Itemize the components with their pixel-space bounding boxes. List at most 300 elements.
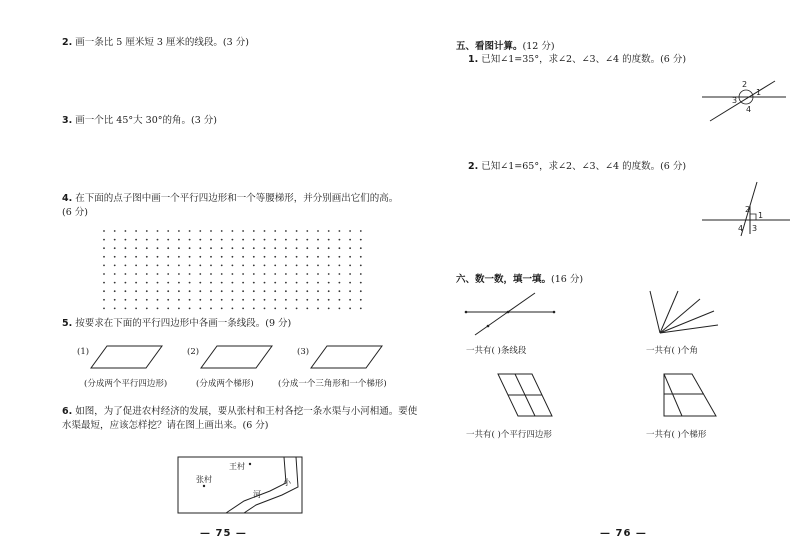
grid-dot (317, 247, 319, 249)
grid-dot (189, 282, 191, 284)
section-6-title: 六、数一数，填一填。(16 分) (456, 274, 584, 285)
grid-dot (232, 290, 234, 292)
grid-dot (157, 299, 159, 301)
grid-dot (103, 230, 105, 232)
grid-dot (146, 247, 148, 249)
page-number-75: — 75 — (200, 528, 247, 539)
grid-dot (146, 308, 148, 310)
grid-dot (232, 308, 234, 310)
grid-dot (328, 273, 330, 275)
river-label-he: 河 (253, 490, 261, 499)
grid-dot (328, 308, 330, 310)
grid-dot (253, 308, 255, 310)
grid-dot (360, 299, 362, 301)
grid-dot (264, 265, 266, 267)
grid-dot (296, 282, 298, 284)
grid-dot (135, 230, 137, 232)
fig2-label-2: 2 (745, 205, 751, 214)
grid-dot (178, 256, 180, 258)
village-river-map (0, 455, 400, 515)
grid-dot (157, 256, 159, 258)
count-figures-bottom (400, 372, 800, 422)
q5-item3-caption: (分成一个三角形和一个梯形) (278, 379, 387, 389)
grid-dot (296, 230, 298, 232)
grid-dot (339, 256, 341, 258)
grid-dot (189, 265, 191, 267)
grid-dot (199, 308, 201, 310)
grid-dot (242, 299, 244, 301)
grid-dot (125, 290, 127, 292)
grid-dot (264, 239, 266, 241)
grid-dot (274, 282, 276, 284)
grid-dot (146, 299, 148, 301)
grid-dot (349, 308, 351, 310)
grid-dot (210, 290, 212, 292)
grid-dot (296, 239, 298, 241)
grid-dot (221, 256, 223, 258)
segment-point-d (487, 325, 490, 328)
grid-dot (167, 247, 169, 249)
grid-dot (306, 290, 308, 292)
grid-dot (317, 265, 319, 267)
grid-dot (306, 247, 308, 249)
grid-dot (125, 256, 127, 258)
grid-dot (360, 273, 362, 275)
grid-dot (264, 247, 266, 249)
grid-dot (328, 265, 330, 267)
grid-dot (189, 299, 191, 301)
grid-dot (189, 256, 191, 258)
grid-dot (167, 308, 169, 310)
grid-dot (296, 265, 298, 267)
grid-dot (157, 239, 159, 241)
grid-dot (242, 308, 244, 310)
grid-dot (167, 290, 169, 292)
grid-dot (178, 282, 180, 284)
grid-dot (125, 247, 127, 249)
grid-dot (199, 239, 201, 241)
grid-dot (232, 273, 234, 275)
grid-dot (221, 239, 223, 241)
grid-dot (103, 256, 105, 258)
grid-dot (103, 265, 105, 267)
grid-dot (253, 247, 255, 249)
grid-dot (296, 299, 298, 301)
grid-dot (167, 265, 169, 267)
grid-dot (242, 247, 244, 249)
grid-dot (349, 265, 351, 267)
grid-dot (242, 265, 244, 267)
grid-dot (242, 273, 244, 275)
grid-dot (242, 239, 244, 241)
grid-dot (178, 230, 180, 232)
caption-count-angles: 一共有( )个角 (646, 346, 698, 356)
q5-item2-label: (2) (187, 347, 200, 357)
grid-dot (103, 308, 105, 310)
grid-dot (339, 299, 341, 301)
fig2-right-angle-mark (750, 214, 756, 220)
grid-dot (296, 273, 298, 275)
grid-dot (114, 273, 116, 275)
grid-dot (306, 265, 308, 267)
grid-dot (317, 256, 319, 258)
grid-dot (146, 256, 148, 258)
grid-dot (135, 290, 137, 292)
section5-question-1: 1. 已知∠1=35°，求∠2、∠3、∠4 的度数。(6 分) (468, 54, 687, 65)
fig1-label-2: 2 (742, 80, 748, 89)
grid-dot (157, 308, 159, 310)
grid-dot (232, 247, 234, 249)
river-label-xiao: 小 (283, 478, 291, 487)
grid-dot (360, 256, 362, 258)
grid-dot (264, 308, 266, 310)
grid-dot (339, 290, 341, 292)
grid-dot (114, 290, 116, 292)
grid-dot (146, 282, 148, 284)
grid-dot (317, 308, 319, 310)
village-wang-label: 王村 (229, 462, 245, 471)
grid-dot (189, 273, 191, 275)
grid-dot (178, 290, 180, 292)
grid-dot (349, 282, 351, 284)
grid-dot (306, 299, 308, 301)
grid-dot (189, 290, 191, 292)
fig1-label-3: 3 (732, 96, 738, 105)
grid-dot (210, 239, 212, 241)
grid-dot (114, 299, 116, 301)
grid-dot (339, 247, 341, 249)
grid-dot (339, 230, 341, 232)
grid-dot (296, 308, 298, 310)
grid-dot (285, 239, 287, 241)
grid-dot (328, 239, 330, 241)
grid-dot (232, 239, 234, 241)
grid-dot (189, 247, 191, 249)
q5-item2-caption: (分成两个梯形) (196, 379, 254, 389)
grid-dot (210, 256, 212, 258)
grid-dot (306, 273, 308, 275)
grid-dot (349, 256, 351, 258)
q5-item3-label: (3) (297, 347, 310, 357)
grid-dot (306, 239, 308, 241)
fig2-label-1: 1 (758, 211, 764, 220)
grid-dot (210, 273, 212, 275)
grid-dot (274, 308, 276, 310)
grid-dot (242, 256, 244, 258)
grid-dot (253, 265, 255, 267)
grid-dot (210, 299, 212, 301)
grid-dot (135, 282, 137, 284)
grid-dot (349, 230, 351, 232)
grid-dot (264, 273, 266, 275)
trapezoid-figure (664, 374, 716, 416)
grid-dot (114, 256, 116, 258)
grid-dot (125, 265, 127, 267)
angle-rays (650, 291, 718, 333)
grid-dot (157, 230, 159, 232)
village-zhang-dot (203, 485, 205, 487)
grid-dot (167, 299, 169, 301)
grid-dot (157, 282, 159, 284)
grid-dot (253, 273, 255, 275)
grid-dot (264, 230, 266, 232)
grid-dot (306, 282, 308, 284)
grid-dot (285, 230, 287, 232)
grid-dot (253, 290, 255, 292)
grid-dot (349, 299, 351, 301)
grid-dot (210, 247, 212, 249)
question-5: 5. 按要求在下面的平行四边形中各画一条线段。(9 分) (62, 318, 292, 329)
grid-dot (232, 282, 234, 284)
grid-dot (125, 308, 127, 310)
grid-dot (178, 247, 180, 249)
grid-dot (274, 247, 276, 249)
grid-dot (328, 230, 330, 232)
grid-dot (232, 256, 234, 258)
grid-dot (285, 247, 287, 249)
grid-dot (178, 265, 180, 267)
grid-dot (199, 256, 201, 258)
grid-dot (242, 230, 244, 232)
grid-dot (135, 265, 137, 267)
grid-dot (135, 239, 137, 241)
grid-dot (306, 230, 308, 232)
grid-dot (264, 256, 266, 258)
grid-dot (125, 299, 127, 301)
right-page (400, 0, 800, 555)
grid-dot (274, 256, 276, 258)
q5-parallelograms (0, 342, 400, 382)
grid-dot (317, 230, 319, 232)
grid-dot (210, 308, 212, 310)
grid-dot (360, 282, 362, 284)
angle-figure-1 (400, 75, 800, 135)
grid-dot (114, 282, 116, 284)
grid-dot (135, 273, 137, 275)
grid-dot (253, 299, 255, 301)
grid-dot (285, 290, 287, 292)
grid-dot (274, 299, 276, 301)
grid-dot (328, 290, 330, 292)
grid-dot (339, 265, 341, 267)
angle-ray-1 (650, 291, 660, 333)
grid-dot (360, 239, 362, 241)
fig2-label-4: 4 (738, 224, 744, 233)
grid-dot (349, 273, 351, 275)
grid-dot (178, 239, 180, 241)
grid-dot (328, 256, 330, 258)
grid-dot (157, 290, 159, 292)
grid-dot (103, 273, 105, 275)
grid-dot (199, 265, 201, 267)
segment-point-b (507, 311, 510, 314)
grid-dot (232, 299, 234, 301)
grid-dot (296, 256, 298, 258)
grid-dot (317, 282, 319, 284)
grid-dot (360, 265, 362, 267)
trapezoid-outline (664, 374, 716, 416)
grid-dot (210, 282, 212, 284)
grid-dot (221, 282, 223, 284)
grid-dot (274, 230, 276, 232)
parallelogram-3 (311, 346, 382, 368)
grid-dot (306, 308, 308, 310)
grid-dot (253, 256, 255, 258)
grid-dot (103, 299, 105, 301)
grid-dot (157, 265, 159, 267)
grid-dot (339, 239, 341, 241)
grid-dot (157, 273, 159, 275)
grid-dot (328, 299, 330, 301)
grid-dot (296, 290, 298, 292)
grid-dot (221, 308, 223, 310)
grid-dot (167, 273, 169, 275)
grid-dot (285, 265, 287, 267)
grid-dot (146, 265, 148, 267)
grid-dot (189, 308, 191, 310)
question-2: 2. 画一条比 5 厘米短 3 厘米的线段。(3 分) (62, 37, 249, 48)
village-wang-dot (249, 463, 251, 465)
grid-dot (274, 273, 276, 275)
grid-dot (253, 230, 255, 232)
grid-dot (103, 290, 105, 292)
question-3: 3. 画一个比 45°大 30°的角。(3 分) (62, 115, 217, 126)
grid-dot (167, 239, 169, 241)
grid-dot (264, 282, 266, 284)
grid-dot (360, 247, 362, 249)
grid-dot (103, 239, 105, 241)
grid-dot (317, 299, 319, 301)
grid-dot (125, 282, 127, 284)
grid-dot (103, 282, 105, 284)
grid-dot (242, 282, 244, 284)
grid-dot (125, 230, 127, 232)
grid-dot (114, 230, 116, 232)
grid-dot (178, 308, 180, 310)
grid-dot (349, 239, 351, 241)
village-zhang-label: 张村 (196, 475, 212, 484)
grid-dot (317, 239, 319, 241)
grid-dot (199, 230, 201, 232)
trapezoid-inner-slant (664, 374, 682, 416)
grid-dot (232, 265, 234, 267)
grid-dot (135, 256, 137, 258)
grid-dot (349, 290, 351, 292)
grid-dot (285, 308, 287, 310)
grid-dot (114, 239, 116, 241)
caption-count-segments: 一共有( )条线段 (466, 346, 527, 356)
grid-dot (360, 230, 362, 232)
grid-dot (178, 299, 180, 301)
grid-dot (274, 265, 276, 267)
grid-dot (178, 273, 180, 275)
grid-dot (253, 239, 255, 241)
grid-dot (221, 265, 223, 267)
grid-dot (125, 239, 127, 241)
q5-item1-label: (1) (77, 347, 90, 357)
parallelogram-grid-figure (498, 374, 552, 416)
grid-dot (285, 282, 287, 284)
grid-dot (360, 290, 362, 292)
section5-question-2: 2. 已知∠1=65°，求∠2、∠3、∠4 的度数。(6 分) (468, 161, 687, 172)
grid-dot (189, 230, 191, 232)
fig2-label-3: 3 (752, 224, 758, 233)
section-5-title: 五、看图计算。(12 分) (456, 41, 555, 52)
grid-dot (103, 247, 105, 249)
q5-item1-caption: (分成两个平行四边形) (84, 379, 168, 389)
grid-dot (199, 290, 201, 292)
grid-dot (339, 282, 341, 284)
fig1-label-1: 1 (756, 88, 762, 97)
grid-dot (146, 273, 148, 275)
grid-dot (221, 247, 223, 249)
grid-dot (317, 273, 319, 275)
grid-dot (135, 299, 137, 301)
grid-dot (199, 247, 201, 249)
grid-dot (328, 247, 330, 249)
count-figures-top (400, 285, 800, 345)
grid-dot (221, 299, 223, 301)
grid-dot (114, 247, 116, 249)
grid-dot (199, 299, 201, 301)
grid-dot (167, 282, 169, 284)
grid-dot (146, 290, 148, 292)
fig1-label-4: 4 (746, 105, 752, 114)
grid-dot (210, 265, 212, 267)
grid-dot (189, 239, 191, 241)
caption-count-trapezoids: 一共有( )个梯形 (646, 430, 707, 440)
grid-dot (285, 256, 287, 258)
grid-dot (285, 299, 287, 301)
grid-dot (114, 265, 116, 267)
grid-dot (146, 239, 148, 241)
grid-dot (135, 247, 137, 249)
grid-dot (328, 282, 330, 284)
grid-dot (264, 290, 266, 292)
parallelogram-1 (91, 346, 162, 368)
dot-grid (0, 225, 400, 325)
grid-dot (339, 273, 341, 275)
angle-figure-2 (400, 180, 800, 240)
caption-count-parallelograms: 一共有( )个平行四边形 (466, 430, 552, 440)
grid-dot (274, 239, 276, 241)
grid-dot (114, 308, 116, 310)
grid-dot (199, 273, 201, 275)
grid-dot (146, 230, 148, 232)
grid-dot (199, 282, 201, 284)
grid-dot (242, 290, 244, 292)
parallelogram-2 (201, 346, 272, 368)
grid-dot (349, 247, 351, 249)
segment-point-c (553, 311, 556, 314)
grid-dot (339, 308, 341, 310)
grid-dot (317, 290, 319, 292)
grid-dot (253, 282, 255, 284)
grid-dot (167, 256, 169, 258)
grid-dot (135, 308, 137, 310)
grid-dot (125, 273, 127, 275)
segment-slant-line (475, 293, 535, 335)
grid-dot (221, 273, 223, 275)
grid-dot (210, 230, 212, 232)
segment-point-a (465, 311, 468, 314)
page-number-76: — 76 — (600, 528, 647, 539)
question-4: 4. 在下面的点子图中画一个平行四边形和一个等腰梯形，并分别画出它们的高。 (6 分) (62, 193, 399, 218)
grid-dot (221, 290, 223, 292)
grid-dot (274, 290, 276, 292)
grid-dot (264, 299, 266, 301)
grid-dot (306, 256, 308, 258)
